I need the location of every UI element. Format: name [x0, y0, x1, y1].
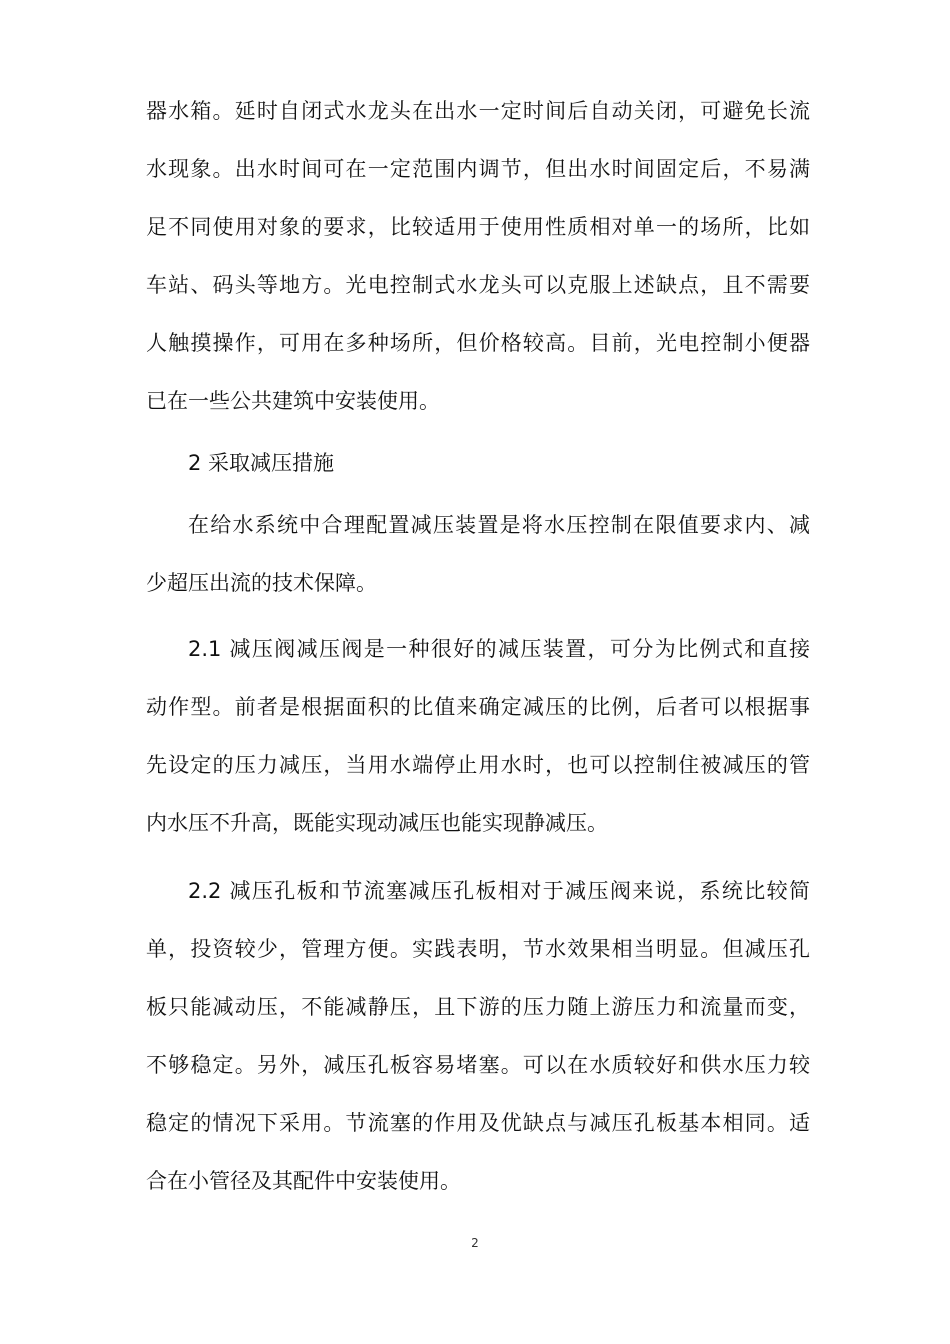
paragraph-spacer — [146, 852, 810, 862]
paragraph-pressure-devices — [146, 496, 810, 612]
paragraph-line: 人触摸操作，可用在多种场所，但价格较高。目前，光电控制小便器 — [146, 331, 810, 355]
paragraph-line: 动作型。前者是根据面积的比值来确定减压的比例，后者可以根据事 — [146, 695, 810, 719]
section-heading-line: 2 采取减压措施 — [188, 451, 335, 475]
paragraph-line: 2.2 减压孔板和节流塞减压孔板相对于减压阀来说，系统比较简 — [188, 879, 810, 903]
paragraph-section-2-1 — [146, 620, 810, 852]
paragraph-line: 2.1 减压阀减压阀是一种很好的减压装置，可分为比例式和直接 — [188, 637, 810, 661]
page-number: 2 — [471, 1236, 479, 1250]
paragraph-spacer — [146, 612, 810, 620]
paragraph-line: 在给水系统中合理配置减压装置是将水压控制在限值要求内、减 — [188, 513, 810, 537]
paragraph-line: 先设定的压力减压，当用水端停止用水时，也可以控制住被减压的管 — [146, 753, 810, 777]
paragraph-line: 板只能减动压，不能减静压，且下游的压力随上游压力和流量而变， — [146, 995, 810, 1019]
paragraph-line: 内水压不升高，既能实现动减压也能实现静减压。 — [146, 811, 608, 835]
paragraph-line: 足不同使用对象的要求，比较适用于使用性质相对单一的场所，比如 — [146, 215, 810, 239]
paragraph-faucets — [146, 82, 810, 430]
paragraph-line: 单，投资较少，管理方便。实践表明，节水效果相当明显。但减压孔 — [146, 937, 810, 961]
paragraph-line: 少超压出流的技术保障。 — [146, 571, 377, 595]
paragraph-line: 器水箱。延时自闭式水龙头在出水一定时间后自动关闭，可避免长流 — [146, 99, 810, 123]
document-body — [146, 82, 810, 1210]
paragraph-line: 水现象。出水时间可在一定范围内调节，但出水时间固定后，不易满 — [146, 157, 810, 181]
paragraph-line: 已在一些公共建筑中安装使用。 — [146, 389, 440, 413]
paragraph-line: 合在小管径及其配件中安装使用。 — [146, 1169, 461, 1193]
paragraph-line: 车站、码头等地方。光电控制式水龙头可以克服上述缺点，且不需要 — [146, 273, 810, 297]
section-heading-2 — [146, 434, 810, 492]
paragraph-line: 不够稳定。另外，减压孔板容易堵塞。可以在水质较好和供水压力较 — [146, 1053, 810, 1077]
paragraph-section-2-2 — [146, 862, 810, 1210]
paragraph-line: 稳定的情况下采用。节流塞的作用及优缺点与减压孔板基本相同。适 — [146, 1111, 810, 1135]
